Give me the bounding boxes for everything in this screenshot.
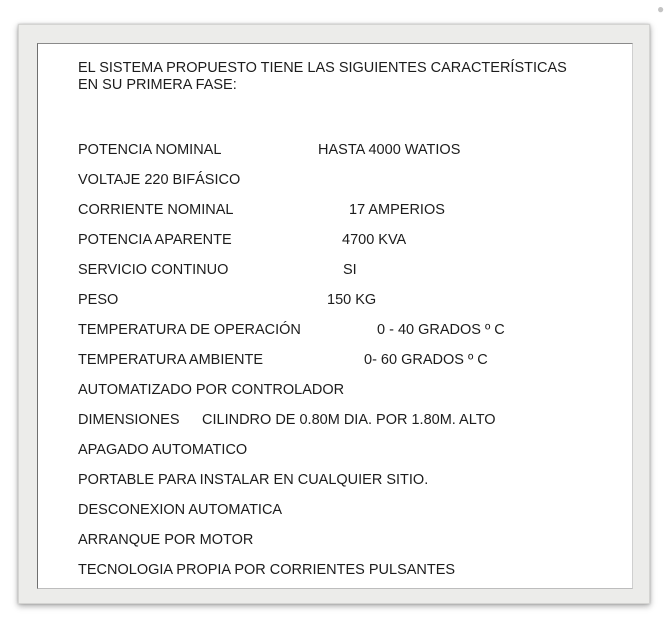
spec-label-weight: PESO: [78, 292, 119, 308]
spec-label-portable: PORTABLE PARA INSTALAR EN CUALQUIER SITIO.: [78, 472, 429, 488]
spec-label-voltage: VOLTAJE 220 BIFÁSICO: [78, 172, 241, 188]
spec-label-technology: TECNOLOGIA PROPIA POR CORRIENTES PULSANTES: [78, 562, 456, 578]
spec-label-rated-power: POTENCIA NOMINAL: [78, 142, 222, 158]
spec-value-dimensions: CILINDRO DE 0.80M DIA. POR 1.80M. ALTO: [202, 412, 496, 428]
spec-value-weight: 150 KG: [327, 292, 377, 308]
spec-label-dimensions: DIMENSIONES: [78, 412, 180, 428]
document-frame: [18, 24, 650, 604]
spec-label-operating-temperature: TEMPERATURA DE OPERACIÓN: [78, 322, 301, 338]
spec-value-apparent-power: 4700 KVA: [342, 232, 407, 248]
spec-value-continuous-service: SI: [343, 262, 357, 278]
intro-line-1: EL SISTEMA PROPUESTO TIENE LAS SIGUIENTES CARACTERÍSTICAS: [78, 60, 567, 76]
spec-label-motor-start: ARRANQUE POR MOTOR: [78, 532, 254, 548]
intro-line-2: EN SU PRIMERA FASE:: [78, 77, 237, 93]
spec-value-rated-current: 17 AMPERIOS: [349, 202, 445, 218]
spec-label-continuous-service: SERVICIO CONTINUO: [78, 262, 229, 278]
document-page: [37, 43, 633, 589]
spec-label-automatic-shutdown: APAGADO AUTOMATICO: [78, 442, 248, 458]
spec-value-rated-power: HASTA 4000 WATIOS: [318, 142, 461, 158]
spec-label-ambient-temperature: TEMPERATURA AMBIENTE: [78, 352, 264, 368]
spec-label-automation: AUTOMATIZADO POR CONTROLADOR: [78, 382, 345, 398]
spec-value-ambient-temperature: 0- 60 GRADOS º C: [364, 352, 488, 368]
spec-value-operating-temperature: 0 - 40 GRADOS º C: [377, 322, 505, 338]
spec-label-automatic-disconnection: DESCONEXION AUTOMATICA: [78, 502, 283, 518]
stray-dot-mark: ●: [657, 2, 665, 16]
spec-label-apparent-power: POTENCIA APARENTE: [78, 232, 232, 248]
intro-heading: [78, 60, 638, 94]
spec-label-rated-current: CORRIENTE NOMINAL: [78, 202, 234, 218]
